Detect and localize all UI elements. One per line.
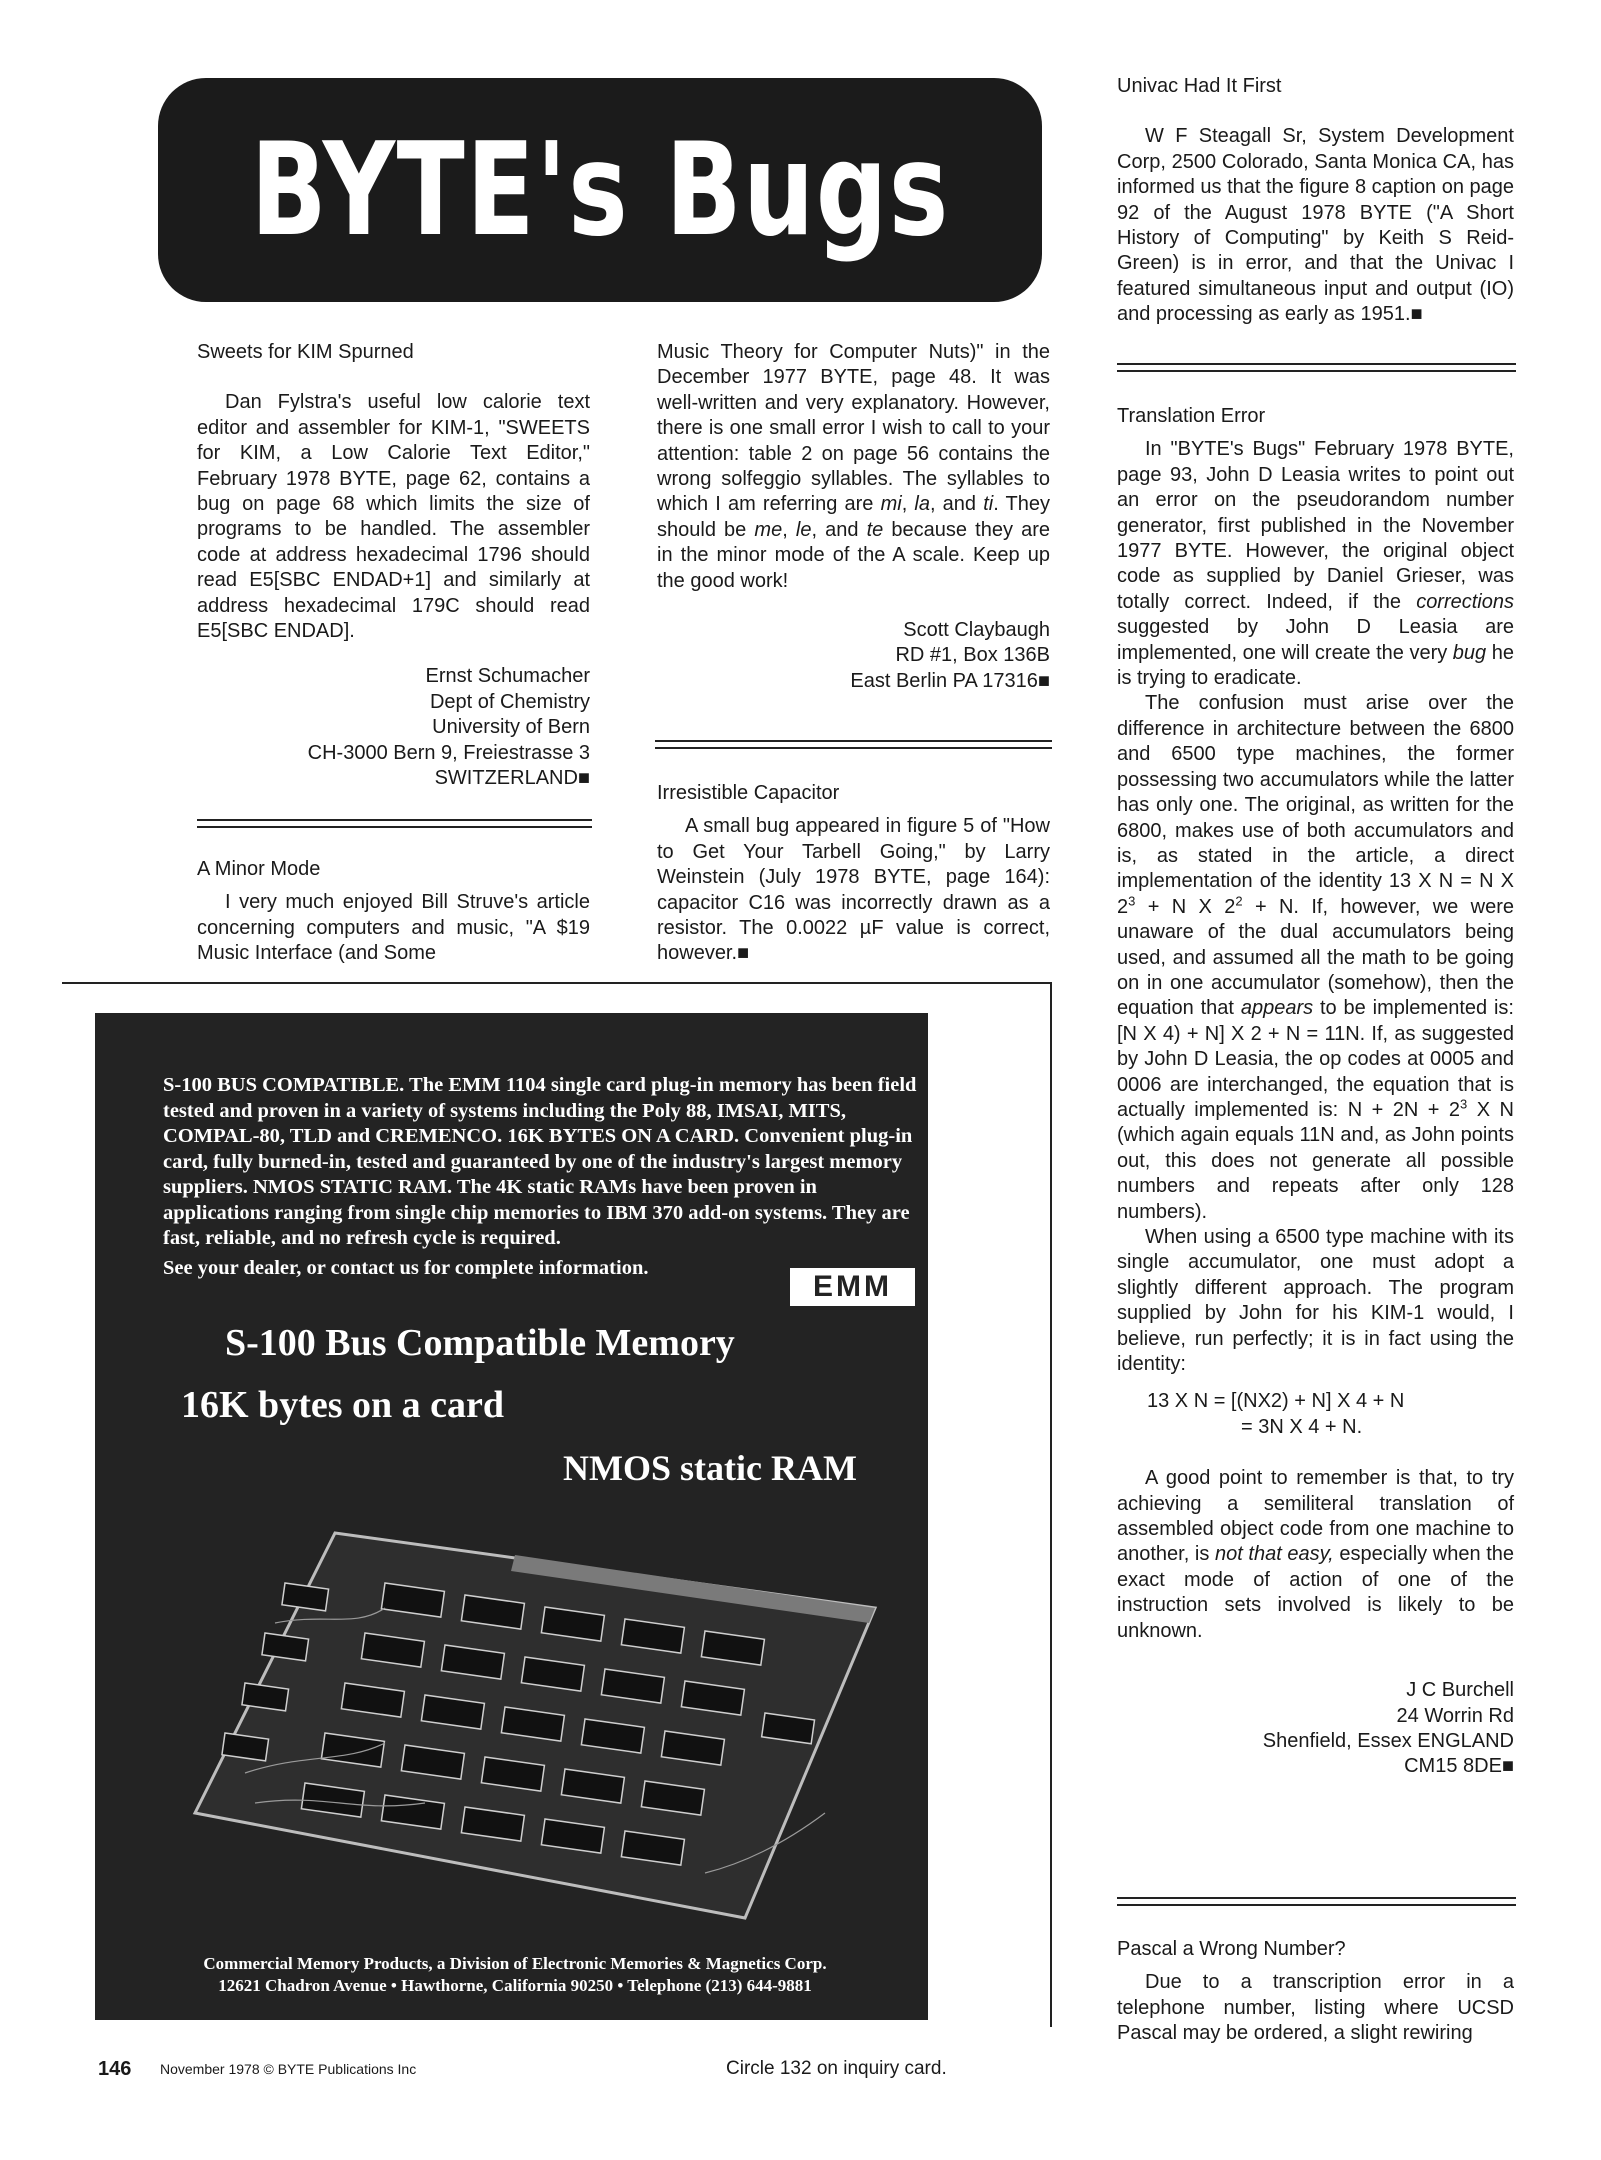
signature-block: [1117, 1678, 1514, 1780]
divider-rule: [197, 819, 592, 828]
ad-company: Commercial Memory Products, a Division of Electronic Memories & Magnetics Corp.: [203, 1954, 827, 1973]
memory-board-photo: [185, 1513, 885, 1933]
article-body: Due to a transcription error in a telephone number, listing where UCSD Pascal may be ordered, a slight rewiring: [1117, 1971, 1514, 2045]
article-heading: Irresistible Capacitor: [657, 782, 840, 804]
inquiry-line: Circle 132 on inquiry card.: [726, 2058, 947, 2079]
article-heading: A Minor Mode: [197, 858, 321, 880]
article-heading: Pascal a Wrong Number?: [1117, 1938, 1346, 1960]
article-body: W F Steagall Sr, System Development Corp, 2500 Colorado, Santa Monica CA, has informed us that the figure 8 caption on page 92 of the August 1978 BYTE ("A Short History of Computing" by Keith S Reid-Green) is in error, and that the Univac I featured simultaneous input and output (IO) and processing as early as 1951.■: [1117, 125, 1514, 326]
divider-rule: [1117, 1897, 1516, 1906]
equation-block: [1147, 1389, 1514, 1440]
article-body: Dan Fylstra's useful low calorie text editor and assembler for KIM-1, "SWEETS for KIM, a Low Calorie Text Editor," February 1978 BYTE, page 62, contains a bug on page 68 which limits the size of programs to be handled. The assembler code at address hexadecimal 1796 should read E5[SBC ENDAD+1] and similarly at address hexadecimal 179C should read E5[SBC ENDAD].: [197, 391, 590, 643]
article-paragraph: When using a 6500 type machine with its single accumulator, one must adopt a slightly different approach. The program supplied by John for his KIM-1 would, I believe, run perfectly; it is in fact using the identity:: [1117, 1226, 1514, 1376]
ad-address: 12621 Chadron Avenue • Hawthorne, California 90250 • Telephone (213) 644-9881: [218, 1976, 812, 1995]
signature-block: [197, 664, 590, 791]
article-paragraph: A good point to remember is that, to try achieving a semiliteral translation of assembled object code from one machine to another, is not that easy, especially when the exact mode of action of one of the instruction sets involved is likely to be unknown.: [1117, 1467, 1515, 1642]
divider-rule: [1117, 363, 1516, 372]
column-3-translation: [1117, 404, 1514, 1780]
signature-line: Ernst Schumacher: [425, 665, 590, 688]
ad-copy: [163, 1073, 923, 1281]
signature-line: Shenfield, Essex ENGLAND: [1262, 1729, 1514, 1752]
signature-line: Dept of Chemistry: [429, 690, 590, 713]
column-2: [657, 340, 1050, 694]
ad-headline: 16K bytes on a card: [181, 1384, 504, 1426]
column-3-pascal: [1117, 1937, 1514, 2047]
signature-line: University of Bern: [432, 716, 590, 739]
article-paragraph: The confusion must arise over the difference in architecture between the 6800 and 6500 type machines, the former possessing two accumulators while the latter has only one. The original, as written for the 6800, makes use of both accumulators and is, as stated in the article, a direct implementation of the identity 13 X N = N X $2^3 + N$ X $2^2 + N$. If, however, we were unaware of the dual accumulators being used, and assumed all the math to be going on in one accumulator (somehow), then the equation that appears to be implemented is: [N X 4) + N] X 2 + N = 11N. If, as suggested by John D Leasia, the op codes at 0005 and 0006 are interchanged, the equation that is actually implemented is: $N + 2N + 2^3$ X N (which again equals 11N and, as John points out, this does not generate all possible numbers and repeats after only 128 numbers).: [1117, 692, 1515, 1223]
ad-paragraph: S-100 BUS COMPATIBLE. The EMM 1104 single card plug-in memory has been field tested and proven in a variety of systems including the Poly 88, IMSAI, MITS, COMPAL-80, TLD and CREMENCO. 16K BYTES ON A CARD. Convenient plug-in card, fully burned-in, tested and guaranteed by one of the industry's largest memory suppliers. NMOS STATIC RAM. The 4K static RAMs have been proven in applications ranging from single chip memories to IBM 370 add-on systems. They are fast, reliable, and no refresh cycle is required.: [163, 1074, 917, 1249]
ad-frame-right: [1050, 982, 1052, 2027]
ad-headline: S-100 Bus Compatible Memory: [225, 1322, 735, 1364]
ad-footer: [135, 1953, 895, 1997]
article-body-continued: Music Theory for Computer Nuts)" in the December 1977 BYTE, page 48. It was well-written and very explanatory. However, there is one small error I wish to call to your attention: table 2 on page 56 contains the wrong solfeggio syllables. The syllables to which I am referring are mi, la, and ti. They should be me, le, and te because they are in the minor mode of the A scale. Keep up the good work!: [657, 341, 1050, 592]
emm-logo: EMM: [790, 1268, 915, 1306]
ad-frame-top: [62, 982, 1052, 984]
equation-line: 13 X N = [(NX2) + N] X 4 + N: [1147, 1390, 1405, 1413]
article-body: I very much enjoyed Bill Struve's article concerning computers and music, "A $19 Music Interface (and Some: [197, 891, 590, 965]
column-1: [197, 340, 590, 792]
signature-line: Scott Claybaugh: [903, 619, 1050, 642]
ad-paragraph: See your dealer, or contact us for complete information.: [163, 1256, 649, 1279]
column-3: [1117, 74, 1514, 328]
article-heading: Sweets for KIM Spurned: [197, 341, 414, 363]
signature-line: SWITZERLAND■: [434, 767, 590, 790]
signature-line: CM15 8DE■: [1404, 1755, 1514, 1778]
advertisement: [95, 1013, 928, 2020]
column-2-lower: [657, 781, 1050, 967]
equation-line: = 3N X 4 + N.: [1241, 1415, 1363, 1438]
section-title: BYTE's Bugs: [250, 115, 950, 265]
article-body: A small bug appeared in figure 5 of "How to Get Your Tarbell Going," by Larry Weinstein (July 1978 BYTE, page 164): capacitor C16 was incorrectly drawn as a resistor. The 0.0022 µF value is correct, however.■: [657, 815, 1050, 965]
page-number: 146: [98, 2058, 132, 2080]
article-heading: Translation Error: [1117, 405, 1266, 427]
issue-line: November 1978 © BYTE Publications Inc: [160, 2061, 417, 2077]
article-heading: Univac Had It First: [1117, 75, 1282, 97]
section-banner: [158, 78, 1042, 302]
signature-line: CH-3000 Bern 9, Freiestrasse 3: [307, 741, 590, 764]
signature-block: [657, 618, 1050, 694]
ad-headline: NMOS static RAM: [563, 1448, 857, 1488]
column-1-lower: [197, 857, 590, 967]
article-paragraph: In "BYTE's Bugs" February 1978 BYTE, page 93, John D Leasia writes to point out an error on the pseudorandom number generator, first published in the November 1977 BYTE. However, the original object code as supplied by Daniel Grieser, was totally correct. Indeed, if the corrections suggested by John D Leasia are implemented, one will create the very bug he is trying to eradicate.: [1117, 438, 1514, 690]
signature-line: East Berlin PA 17316■: [850, 669, 1050, 692]
divider-rule: [655, 740, 1052, 749]
signature-line: RD #1, Box 136B: [895, 644, 1050, 667]
signature-line: J C Burchell: [1406, 1679, 1514, 1702]
signature-line: 24 Worrin Rd: [1396, 1704, 1514, 1727]
